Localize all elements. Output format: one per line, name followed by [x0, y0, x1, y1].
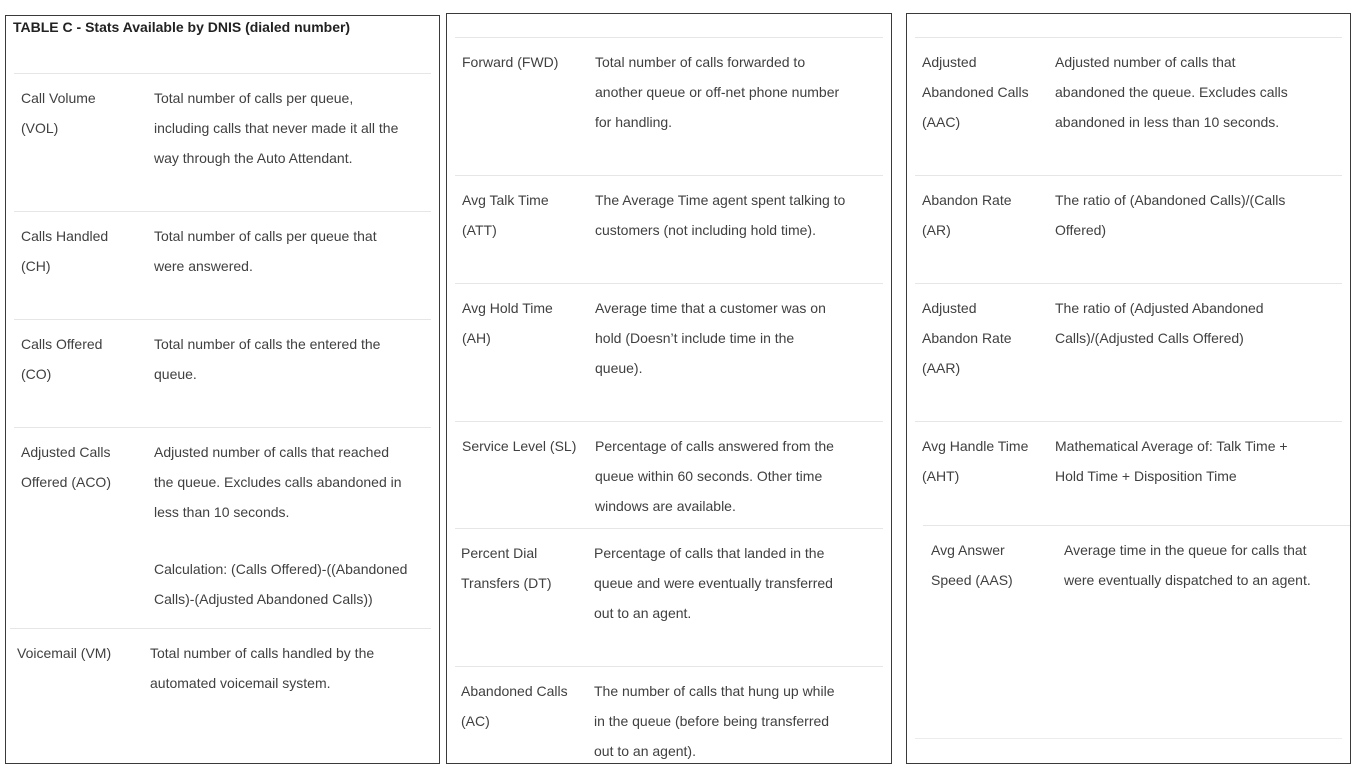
- table-row: [455, 37, 883, 38]
- stat-description: Total number of calls the entered the queue.: [154, 336, 381, 382]
- table-panel-2: [446, 13, 892, 764]
- table-row: [455, 528, 883, 529]
- stat-description: The ratio of (Adjusted Abandoned Calls)/(Adjusted Calls Offered): [1055, 300, 1264, 346]
- stat-description: Total number of calls per queue, including calls that never made it all the way through the Auto Attendant.: [154, 90, 399, 166]
- table-panel-3: [906, 13, 1351, 764]
- table-row: [455, 666, 883, 667]
- stat-term: Avg Answer Speed (AAS): [931, 542, 1013, 588]
- table-row: [915, 175, 1342, 176]
- table-row: [455, 283, 883, 284]
- stat-description: The Average Time agent spent talking to customers (not including hold time).: [595, 192, 846, 238]
- stat-term: Calls Handled (CH): [21, 228, 109, 274]
- stat-description: Adjusted number of calls that reached the queue. Excludes calls abandoned in less than 10 seconds.: [154, 444, 402, 520]
- stat-term: Avg Hold Time (AH): [462, 300, 553, 346]
- stat-term: Percent Dial Transfers (DT): [461, 545, 552, 591]
- stat-description: Percentage of calls answered from the queue within 60 seconds. Other time windows are available.: [595, 438, 834, 514]
- stat-term: Calls Offered (CO): [21, 336, 103, 382]
- stat-description: Mathematical Average of: Talk Time + Hold Time + Disposition Time: [1055, 438, 1288, 484]
- stat-term: Adjusted Abandoned Calls (AAC): [922, 54, 1029, 130]
- stat-description: The ratio of (Abandoned Calls)/(Calls Offered): [1055, 192, 1286, 238]
- table-row: [915, 421, 1342, 422]
- stat-term: Voicemail (VM): [17, 645, 112, 661]
- stat-description: Total number of calls forwarded to another queue or off-net phone number for handling.: [595, 54, 840, 130]
- table-row: [923, 525, 1350, 526]
- stat-description: Average time in the queue for calls that were eventually dispatched to an agent.: [1064, 542, 1311, 588]
- stat-term: Avg Talk Time (ATT): [462, 192, 549, 238]
- stat-calculation: Calculation: (Calls Offered)-((Abandoned Calls)-(Adjusted Abandoned Calls)): [154, 561, 408, 607]
- stat-description: Total number of calls handled by the automated voicemail system.: [150, 645, 375, 691]
- table-title: TABLE C - Stats Available by DNIS (dialed number): [13, 19, 351, 35]
- stat-term: Adjusted Calls Offered (ACO): [21, 444, 111, 490]
- stat-description: Percentage of calls that landed in the queue and were eventually transferred out to an agent.: [594, 545, 833, 621]
- stat-term: Avg Handle Time (AHT): [922, 438, 1029, 484]
- table-row: [455, 175, 883, 176]
- table-row: [14, 211, 431, 212]
- table-row: [915, 283, 1342, 284]
- stat-term: Abandon Rate (AR): [922, 192, 1012, 238]
- stat-term: Service Level (SL): [462, 438, 577, 454]
- stat-term: Abandoned Calls (AC): [461, 683, 568, 729]
- table-row: [14, 427, 431, 428]
- table-row: [915, 37, 1342, 38]
- stat-term: Adjusted Abandon Rate (AAR): [922, 300, 1012, 376]
- stat-description: The number of calls that hung up while in the queue (before being transferred out to an agent).: [594, 683, 835, 759]
- divider: [915, 738, 1342, 739]
- stat-term: Forward (FWD): [462, 54, 559, 70]
- stat-term: Call Volume (VOL): [21, 90, 96, 136]
- table-row: [14, 73, 431, 74]
- table-panel-1: [5, 15, 440, 764]
- table-row: [455, 421, 883, 422]
- table-row: [10, 628, 431, 629]
- stat-description: Total number of calls per queue that were answered.: [154, 228, 377, 274]
- table-row: [14, 319, 431, 320]
- stat-description: Adjusted number of calls that abandoned the queue. Excludes calls abandoned in less than 10 seconds.: [1055, 54, 1288, 130]
- stat-description: Average time that a customer was on hold (Doesn’t include time in the queue).: [595, 300, 826, 376]
